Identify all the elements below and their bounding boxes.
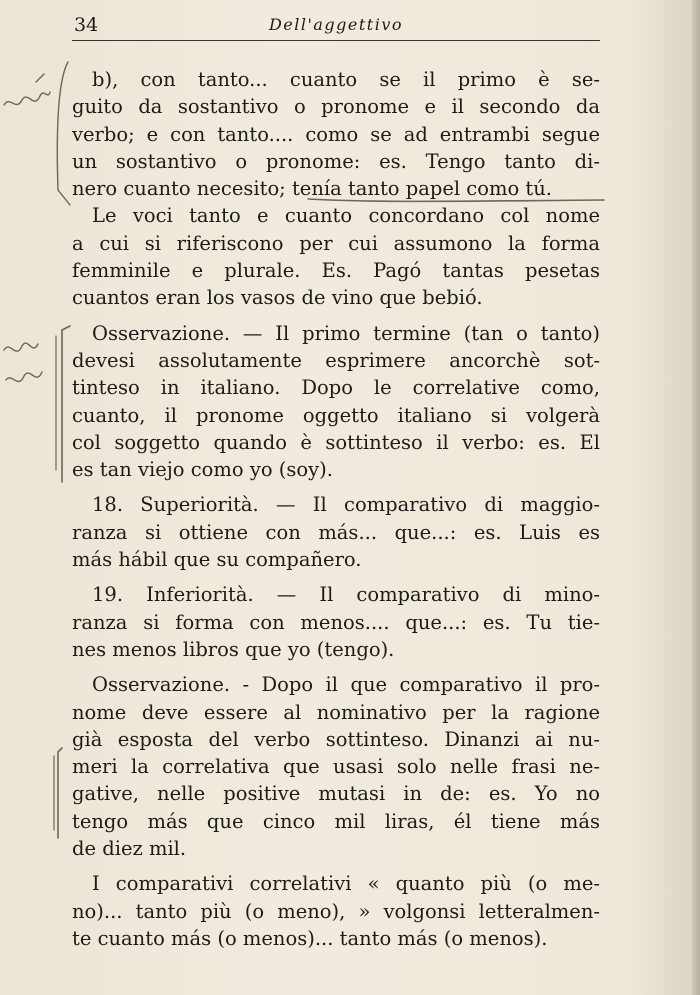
page-number: 34 [74, 14, 99, 36]
text-line: de diez mil. [72, 837, 187, 861]
page-header [72, 12, 600, 41]
text-line: cuantos eran los vasos de vino que bebió. [72, 286, 483, 310]
text-line: tinteso in italiano. Dopo le correlative como, [72, 376, 600, 400]
paragraph-voci [72, 202, 600, 311]
text-line: ranza si ottiene con más... que...: es. Luis es [72, 520, 600, 544]
text-line: b), con tanto... cuanto se il primo è se- [92, 68, 600, 91]
text-line: femminile e plurale. Es. Pagó tantas pesetas [72, 259, 600, 283]
text-line: cuanto, il pronome oggetto italiano si volgerà [72, 403, 600, 427]
text-line: Le voci tanto e cuanto concordano col nome [92, 204, 600, 228]
text-line: ranza si forma con menos.... que...: es. Tu tie- [72, 610, 600, 634]
text-line: te cuanto más (o menos)... tanto más (o menos). [72, 926, 548, 950]
text-line: un sostantivo o pronome: es. Tengo tanto di- [72, 149, 600, 173]
text-line: guito da sostantivo o pronome e il secondo da [72, 95, 600, 119]
text-line: verbo; e con tanto.... como se ad entrambi segue [72, 122, 600, 146]
paragraph-superiorita [72, 491, 600, 573]
text-line: 18. Superiorità. — Il comparativo di maggio- [92, 493, 600, 517]
paragraph-correlativi [72, 870, 600, 952]
page-body [72, 66, 600, 952]
text-line: no)... tanto più (o meno), » volgonsi letteralmen- [72, 899, 600, 923]
text-line: 19. Inferiorità. — Il comparativo di mino- [92, 583, 600, 607]
text-line: nes menos libros que yo (tengo). [72, 637, 395, 661]
text-line: gative, nelle positive mutasi in de: es. Yo no [72, 782, 600, 806]
text-line: già esposta del verbo sottinteso. Dinanzi ai nu- [72, 727, 600, 751]
paragraph-b [72, 66, 600, 202]
text-line: Osservazione. - Dopo il que comparativo il pro- [92, 673, 600, 697]
text-line: devesi assolutamente esprimere ancorchè sot- [72, 348, 600, 372]
paragraph-inferiorita [72, 581, 600, 663]
running-title: Dell'aggettivo [268, 15, 404, 34]
text-line: nero cuanto necesito; tenía tanto papel como tú. [72, 177, 552, 201]
text-line: a cui si riferiscono per cui assumono la forma [72, 231, 600, 255]
text-line: nome deve essere al nominativo per la ragione [72, 700, 600, 724]
paragraph-osservazione-2 [72, 671, 600, 862]
text-line: tengo más que cinco mil liras, él tiene más [72, 809, 600, 833]
text-line: meri la correlativa que usasi solo nelle frasi ne- [72, 755, 600, 779]
paragraph-osservazione-1 [72, 320, 600, 484]
text-line: Osservazione. — Il primo termine (tan o tanto) [92, 321, 600, 345]
text-line: más hábil que su compañero. [72, 548, 362, 572]
text-line: col soggetto quando è sottinteso il verbo: es. El [72, 430, 600, 454]
text-line: es tan viejo como yo (soy). [72, 458, 333, 482]
text-line: I comparativi correlativi « quanto più (o me- [92, 872, 600, 896]
page-edge [692, 0, 700, 995]
